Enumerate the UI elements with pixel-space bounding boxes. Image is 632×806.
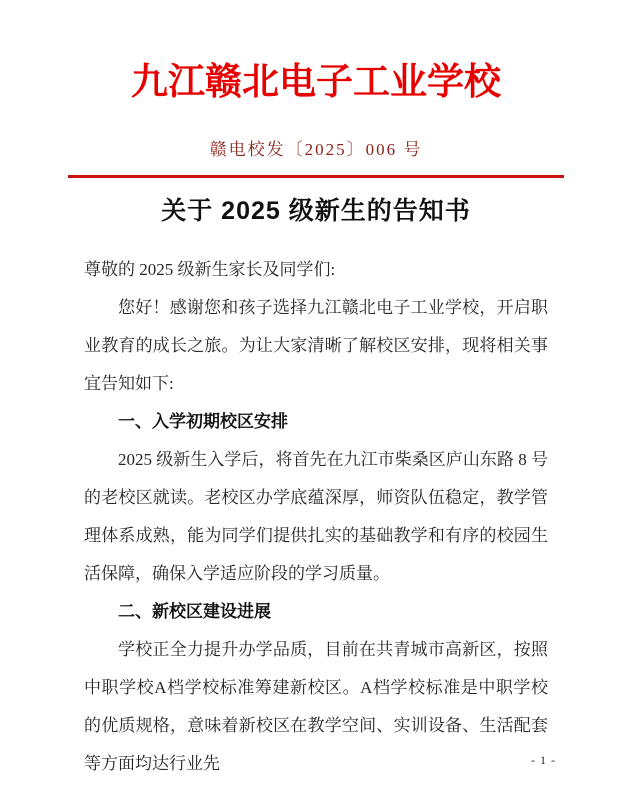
school-name: 九江赣北电子工业学校 — [131, 62, 501, 103]
page-number: - 1 - — [531, 753, 556, 767]
notice-title: 关于 2025 级新生的告知书 — [161, 197, 471, 225]
body-paragraph: 2025 级新生入学后，将首先在九江市柴桑区庐山东路 8 号的老校区就读。老校区办学底蕴深厚，师资队伍稳定，教学管理体系成熟，能为同学们提供扎实的基础教学和有序的校园生活保障，确保入学适应阶段的学习质量。 — [84, 450, 548, 583]
salutation: 尊敬的 2025 级新生家长及同学们: — [84, 260, 336, 279]
paragraph-list — [84, 289, 548, 783]
doc-number: 赣电校发〔2025〕006 号 — [209, 140, 423, 159]
body-paragraph: 您好！感谢您和孩子选择九江赣北电子工业学校，开启职业教育的成长之旅。为让大家清晰了解校区安排，现将相关事宜告知如下: — [84, 298, 548, 393]
red-divider — [68, 175, 564, 178]
section-heading: 一、入学初期校区安排 — [118, 412, 288, 431]
section-heading: 二、新校区建设进展 — [118, 602, 271, 621]
letterhead — [0, 0, 632, 178]
notice-body — [84, 251, 548, 783]
body-paragraph: 学校正全力提升办学品质，目前在共青城市高新区，按照中职学校A档学校标准筹建新校区。A档学校标准是中职学校的优质规格，意味着新校区在教学空间、实训设备、生活配套等方面均达行业先 — [84, 640, 548, 773]
